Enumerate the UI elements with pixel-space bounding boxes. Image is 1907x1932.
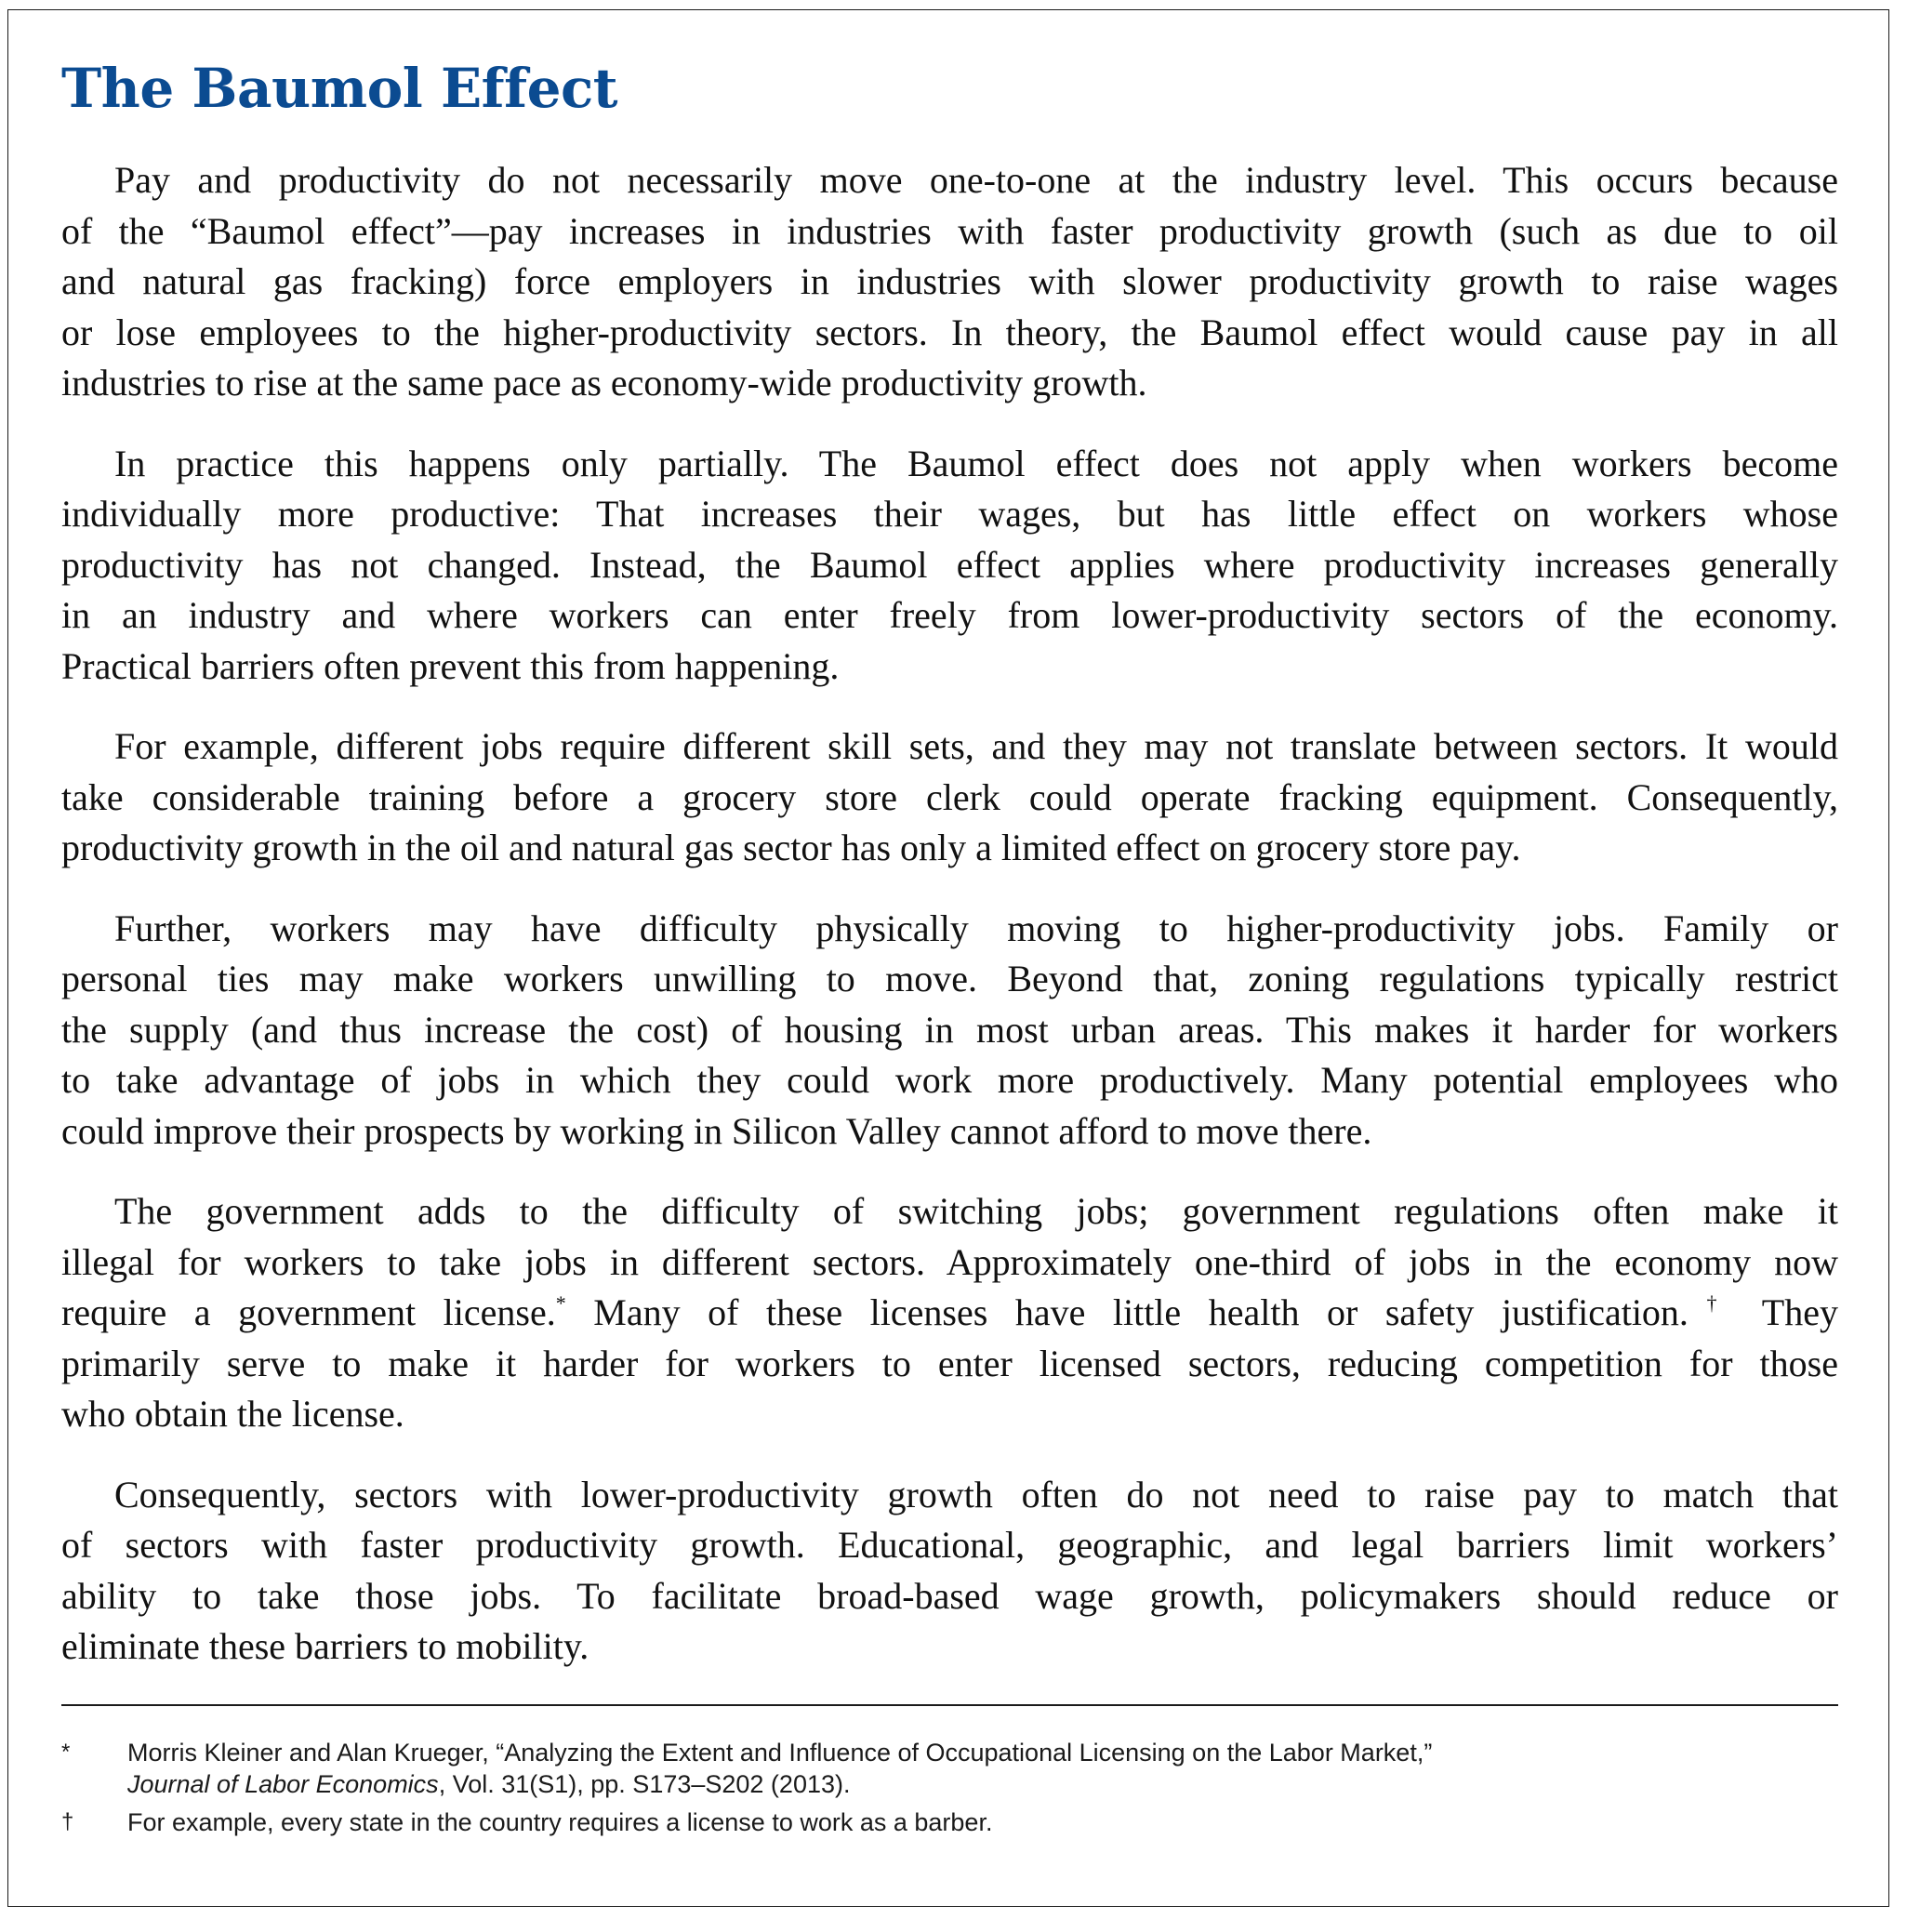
footnote-text: Morris Kleiner and Alan Krueger, “Analyzing the Extent and Influence of Occupational Licensing on the Labor Market,” [127, 1739, 1433, 1767]
paragraph-line: Consequently, sectors with lower-productivity growth often do not need to raise pay to match that [114, 1473, 1838, 1515]
paragraph-5 [61, 1186, 1838, 1440]
paragraph-line: of the “Baumol effect”—pay increases in industries with faster productivity growth (such as due to oil [61, 209, 1838, 252]
footnote-mark: * [61, 1740, 71, 1765]
paragraph-line: eliminate these barriers to mobility. [61, 1625, 589, 1667]
paragraph-line: could improve their prospects by working in Silicon Valley cannot afford to move there. [61, 1109, 1372, 1152]
citation-details: , Vol. 31(S1), pp. S173–S202 (2013). [438, 1770, 851, 1798]
paragraph-2 [61, 439, 1838, 693]
footnote-star [61, 1737, 1838, 1800]
paragraph-1 [61, 155, 1838, 409]
paragraph-line: personal ties may make workers unwilling to move. Beyond that, zoning regulations typically restrict [61, 958, 1838, 999]
paragraph-4 [61, 904, 1838, 1158]
footnote-divider [61, 1704, 1838, 1706]
paragraph-line: Practical barriers often prevent this from happening. [61, 644, 840, 687]
paragraph-line: Pay and productivity do not necessarily move one-to-one at the industry level. This occurs because [114, 159, 1838, 201]
footnote-mark: † [61, 1809, 74, 1834]
paragraph-line: who obtain the license. [61, 1393, 404, 1435]
footnote-ref-dagger[interactable]: † [1688, 1291, 1735, 1315]
paragraph-line: The government adds to the difficulty of switching jobs; government regulations often make it [114, 1190, 1838, 1232]
paragraph-line: take considerable training before a grocery store clerk could operate fracking equipment. Consequently, [61, 775, 1838, 818]
paragraph-line: illegal for workers to take jobs in different sectors. Approximately one-third of jobs in the economy now [61, 1240, 1838, 1283]
box-body [61, 155, 1838, 1702]
footnote-text: For example, every state in the country requires a license to work as a barber. [127, 1808, 993, 1836]
paragraph-line: productivity growth in the oil and natural gas sector has only a limited effect on grocery store pay. [61, 827, 1521, 868]
footnote-text-line-2 [127, 1768, 1838, 1800]
paragraph-line: ability to take those jobs. To facilitate broad-based wage growth, policymakers should reduce or [61, 1574, 1838, 1617]
footnote-ref-star[interactable]: * [555, 1291, 566, 1315]
line-segment: require a government license. [61, 1291, 556, 1333]
paragraph-line: in an industry and where workers can enter freely from lower-productivity sectors of the economy. [61, 594, 1838, 636]
paragraph-line: and natural gas fracking) force employers in industries with slower productivity growth to raise wages [61, 260, 1838, 302]
paragraph-6 [61, 1470, 1838, 1673]
paragraph-line: individually more productive: That increases their wages, but has little effect on workers whose [61, 493, 1838, 535]
paragraph-line-with-footnote-refs [61, 1288, 1838, 1339]
journal-title: Journal of Labor Economics [127, 1770, 439, 1798]
paragraph-line: of sectors with faster productivity growth. Educational, geographic, and legal barriers limit workers’ [61, 1524, 1838, 1566]
paragraph-3 [61, 721, 1838, 874]
line-segment: They [1735, 1291, 1838, 1333]
paragraph-line: In practice this happens only partially. The Baumol effect does not apply when workers become [114, 442, 1838, 484]
paragraph-line: productivity has not changed. Instead, the Baumol effect applies where productivity increases generally [61, 543, 1838, 586]
footnote-dagger [61, 1806, 1838, 1838]
footnotes [61, 1737, 1838, 1845]
paragraph-line: to take advantage of jobs in which they could work more productively. Many potential employees who [61, 1059, 1838, 1101]
box-title: The Baumol Effect [61, 57, 618, 120]
paragraph-line: the supply (and thus increase the cost) of housing in most urban areas. This makes it harder for workers [61, 1008, 1838, 1051]
paragraph-line: primarily serve to make it harder for workers to enter licensed sectors, reducing competition for those [61, 1342, 1838, 1384]
paragraph-line: or lose employees to the higher-productivity sectors. In theory, the Baumol effect would cause pay in all [61, 311, 1838, 353]
line-segment: Many of these licenses have little health or safety justification. [565, 1291, 1688, 1333]
paragraph-line: Further, workers may have difficulty physically moving to higher-productivity jobs. Family or [114, 906, 1838, 949]
paragraph-line: industries to rise at the same pace as economy-wide productivity growth. [61, 362, 1147, 404]
paragraph-line: For example, different jobs require different skill sets, and they may not translate between sectors. It would [114, 725, 1838, 767]
